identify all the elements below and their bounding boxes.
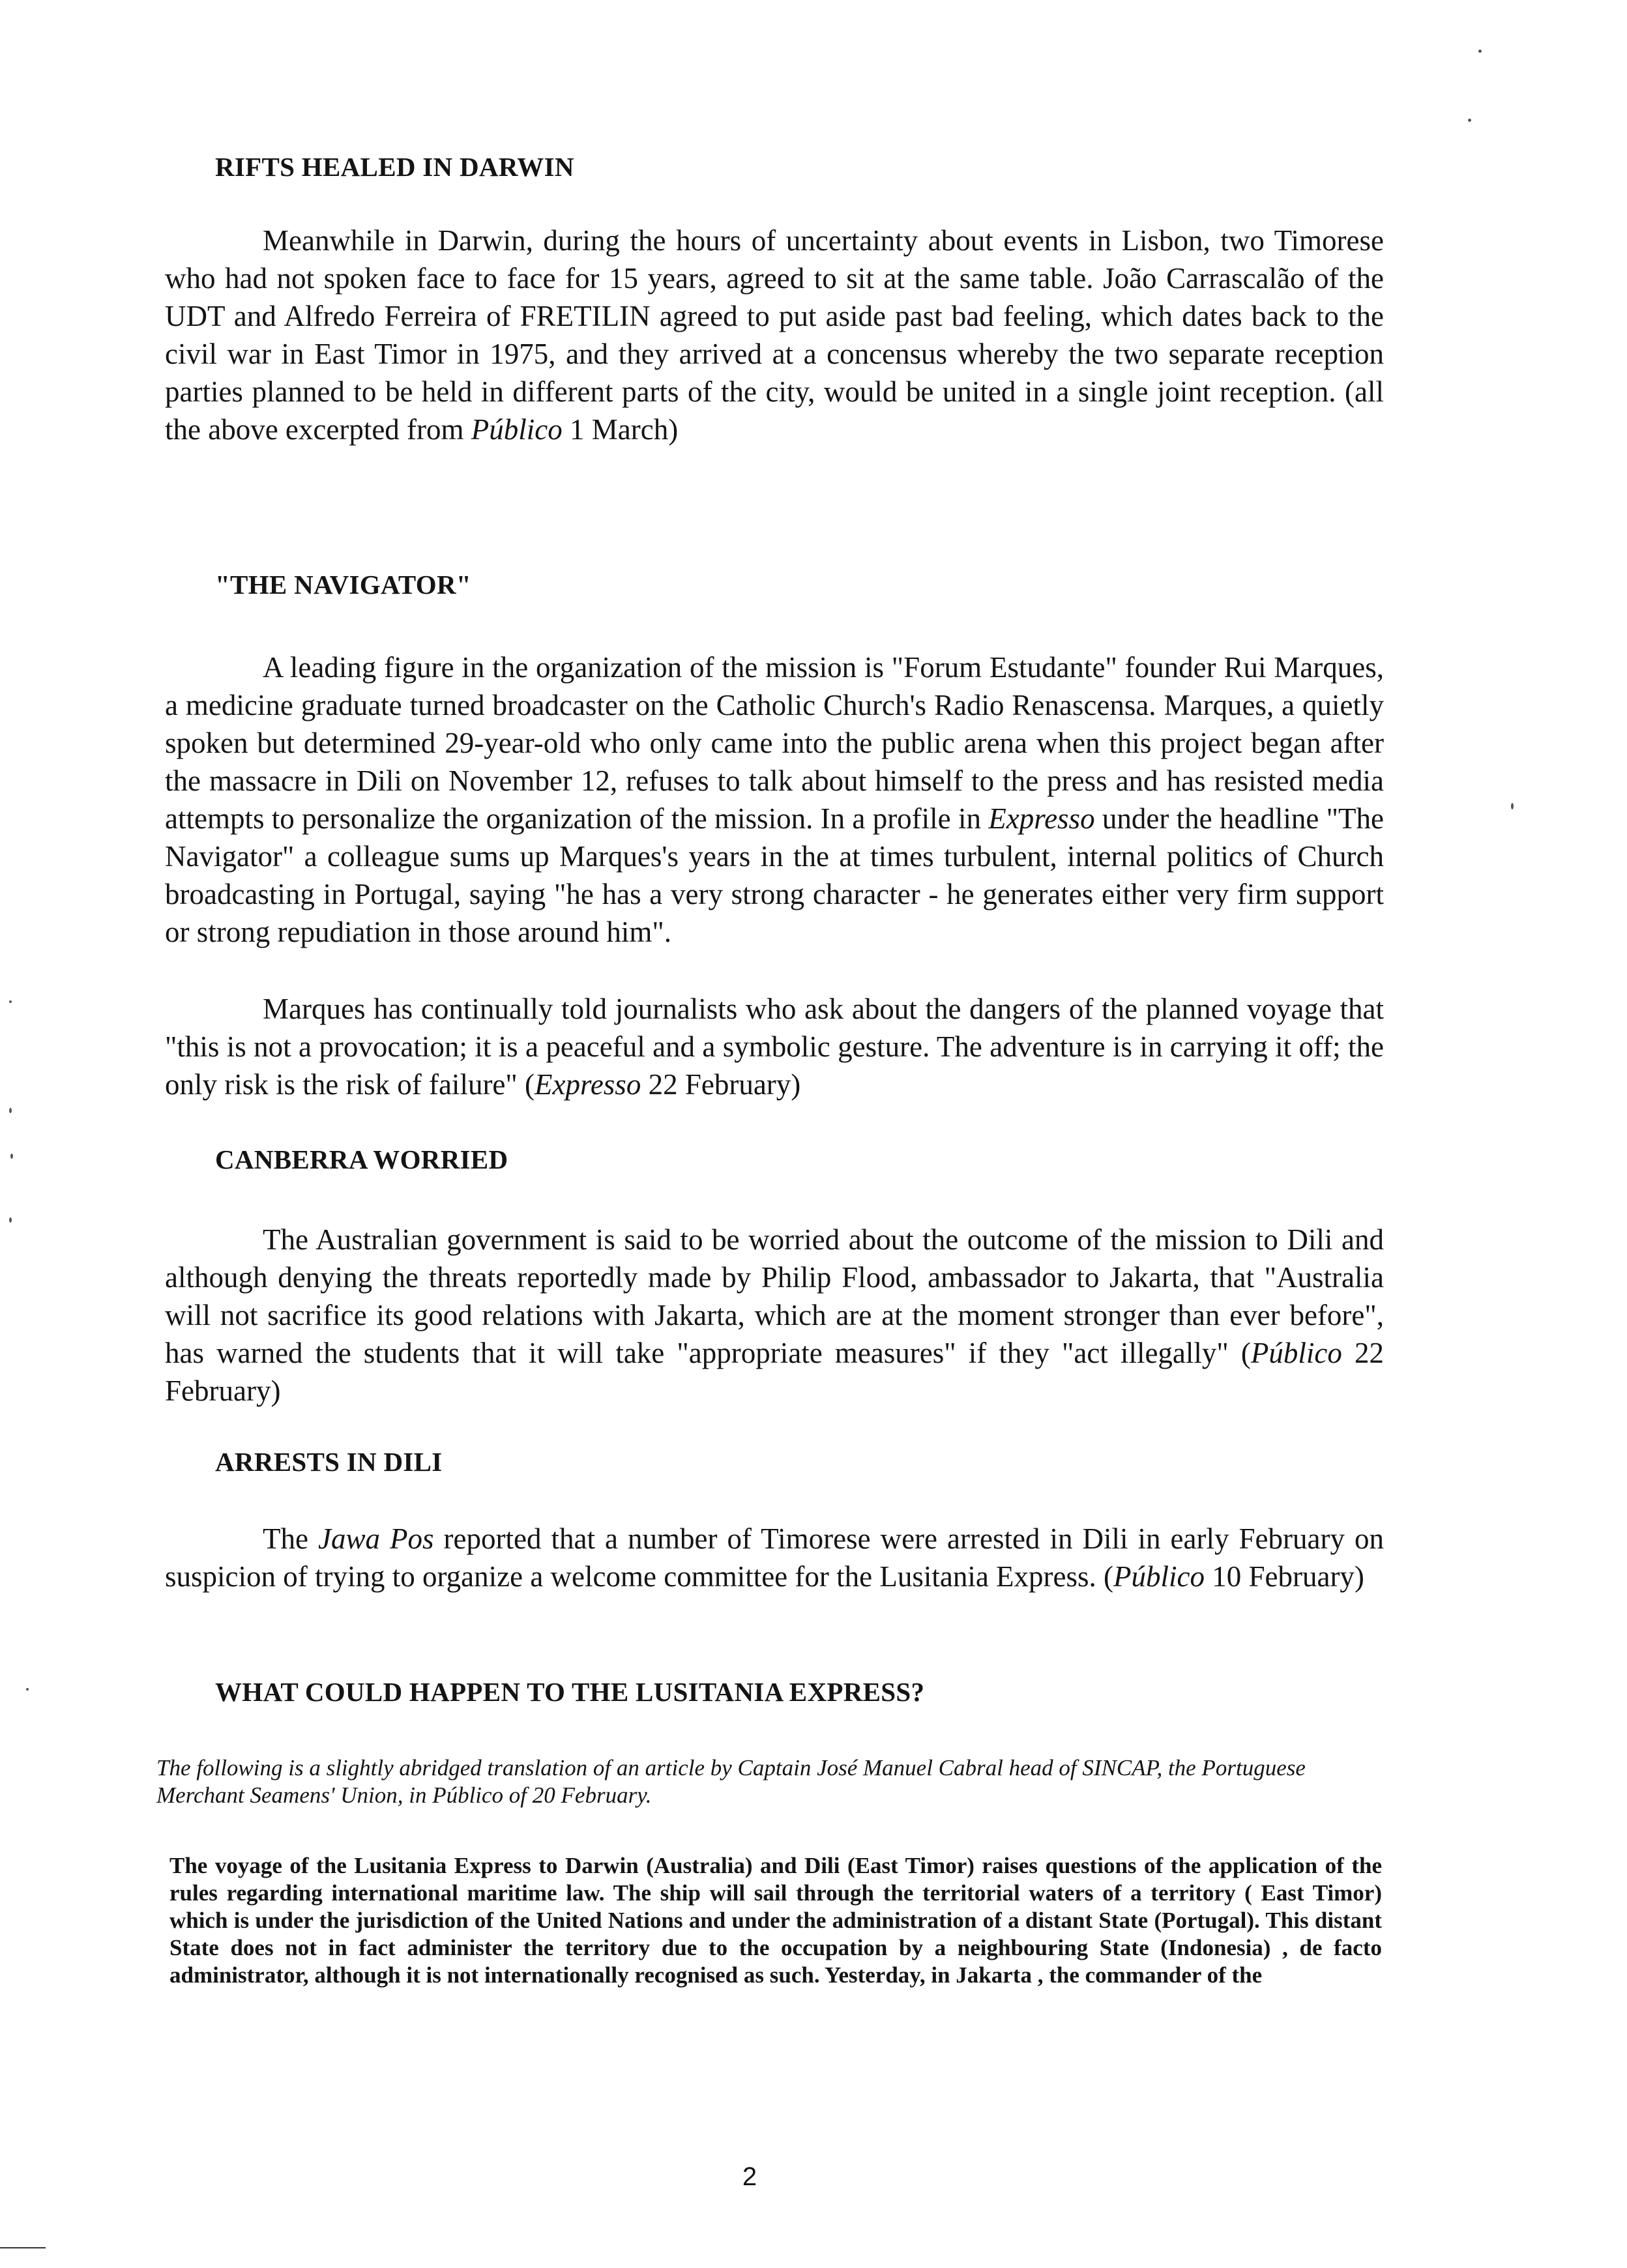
heading-lusitania-express: WHAT COULD HAPPEN TO THE LUSITANIA EXPRESS? (215, 1677, 925, 1707)
source-jawa-pos: Jawa Pos (318, 1522, 434, 1555)
scan-speck (1478, 50, 1482, 53)
source-publico: Público (1250, 1337, 1342, 1369)
scan-speck (1468, 119, 1471, 122)
article-intro: The following is a slightly abridged translation of an article by Captain José Manuel Cabral head of SINCAP, the Portuguese Merchant Seamens' Union, in Público of 20 February. (156, 1755, 1306, 1808)
scan-speck (9, 1108, 12, 1113)
scan-speck (26, 1688, 29, 1691)
paragraph-arrests-in-dili: The Jawa Pos reported that a number of Timorese were arrested in Dili in early February on suspicion of trying to organize a welcome committee for the Lusitania Express. (Público 10 February) (165, 1522, 1384, 1593)
source-expresso: Expresso (535, 1068, 641, 1101)
scan-speck (9, 1000, 12, 1003)
heading-the-navigator: "THE NAVIGATOR" (215, 570, 471, 600)
scan-speck (10, 1154, 13, 1159)
paragraph-navigator-1: A leading figure in the organization of the mission is "Forum Estudante" founder Rui Marques, a medicine graduate turned broadcaster on the Catholic Church's Radio Renascensa. Marques, a quietly spoken but determined 29-year-old who only came into the public arena when this project began after the massacre in Dili on November 12, refuses to talk about himself to the press and has resisted media attempts to personalize the organization of the mission. In a profile in Expresso under the headline "The Navigator" a colleague sums up Marques's years in the at times turbulent, internal politics of Church broadcasting in Portugal, saying "he has a very strong character - he generates either very firm support or strong repudiation in those around him". (165, 651, 1384, 948)
article-body: The voyage of the Lusitania Express to Darwin (Australia) and Dili (East Timor) raises questions of the application of the rules regarding international maritime law. The ship will sail through the territorial waters of a territory ( East Timor) which is under the jurisdiction of the United Nations and under the administration of a distant State (Portugal). This distant State does not in fact administer the territory due to the occupation by a neighbouring State (Indonesia) , de facto administrator, although it is not internationally recognised as such. Yesterday, in Jakarta , the commander of the (169, 1853, 1382, 1988)
source-expresso: Expresso (988, 802, 1095, 835)
scan-speck (9, 1217, 12, 1223)
paragraph-navigator-2: Marques has continually told journalists who ask about the dangers of the planned voyage that "this is not a provocation; it is a peaceful and a symbolic gesture. The adventure is in carrying it off; the only risk is the risk of failure" (Expresso 22 February) (165, 993, 1384, 1101)
paragraph-rifts-healed: Meanwhile in Darwin, during the hours of uncertainty about events in Lisbon, two Timorese who had not spoken face to face for 15 years, agreed to sit at the same table. João Carrascalão of the UDT and Alfredo Ferreira of FRETILIN agreed to put aside past bad feeling, which dates back to the civil war in East Timor in 1975, and they arrived at a concensus whereby the two separate reception parties planned to be held in different parts of the city, would be united in a single joint reception. (all the above excerpted from Público 1 March) (165, 224, 1384, 446)
paragraph-canberra-worried: The Australian government is said to be worried about the outcome of the mission to Dili and although denying the threats reportedly made by Philip Flood, ambassador to Jakarta, that "Australia will not sacrifice its good relations with Jakarta, which are at the moment stronger than ever before", has warned the students that it will take "appropriate measures" if they "act illegally" (Público 22 February) (165, 1223, 1384, 1407)
source-publico: Público (1113, 1560, 1205, 1593)
heading-rifts-healed: RIFTS HEALED IN DARWIN (215, 152, 574, 182)
heading-canberra-worried: CANBERRA WORRIED (215, 1144, 508, 1174)
page-number: 2 (742, 2162, 757, 2191)
scan-edge-line (0, 2247, 46, 2248)
source-publico: Público (471, 413, 563, 446)
scan-speck (1511, 803, 1514, 809)
heading-arrests-in-dili: ARRESTS IN DILI (215, 1447, 443, 1477)
